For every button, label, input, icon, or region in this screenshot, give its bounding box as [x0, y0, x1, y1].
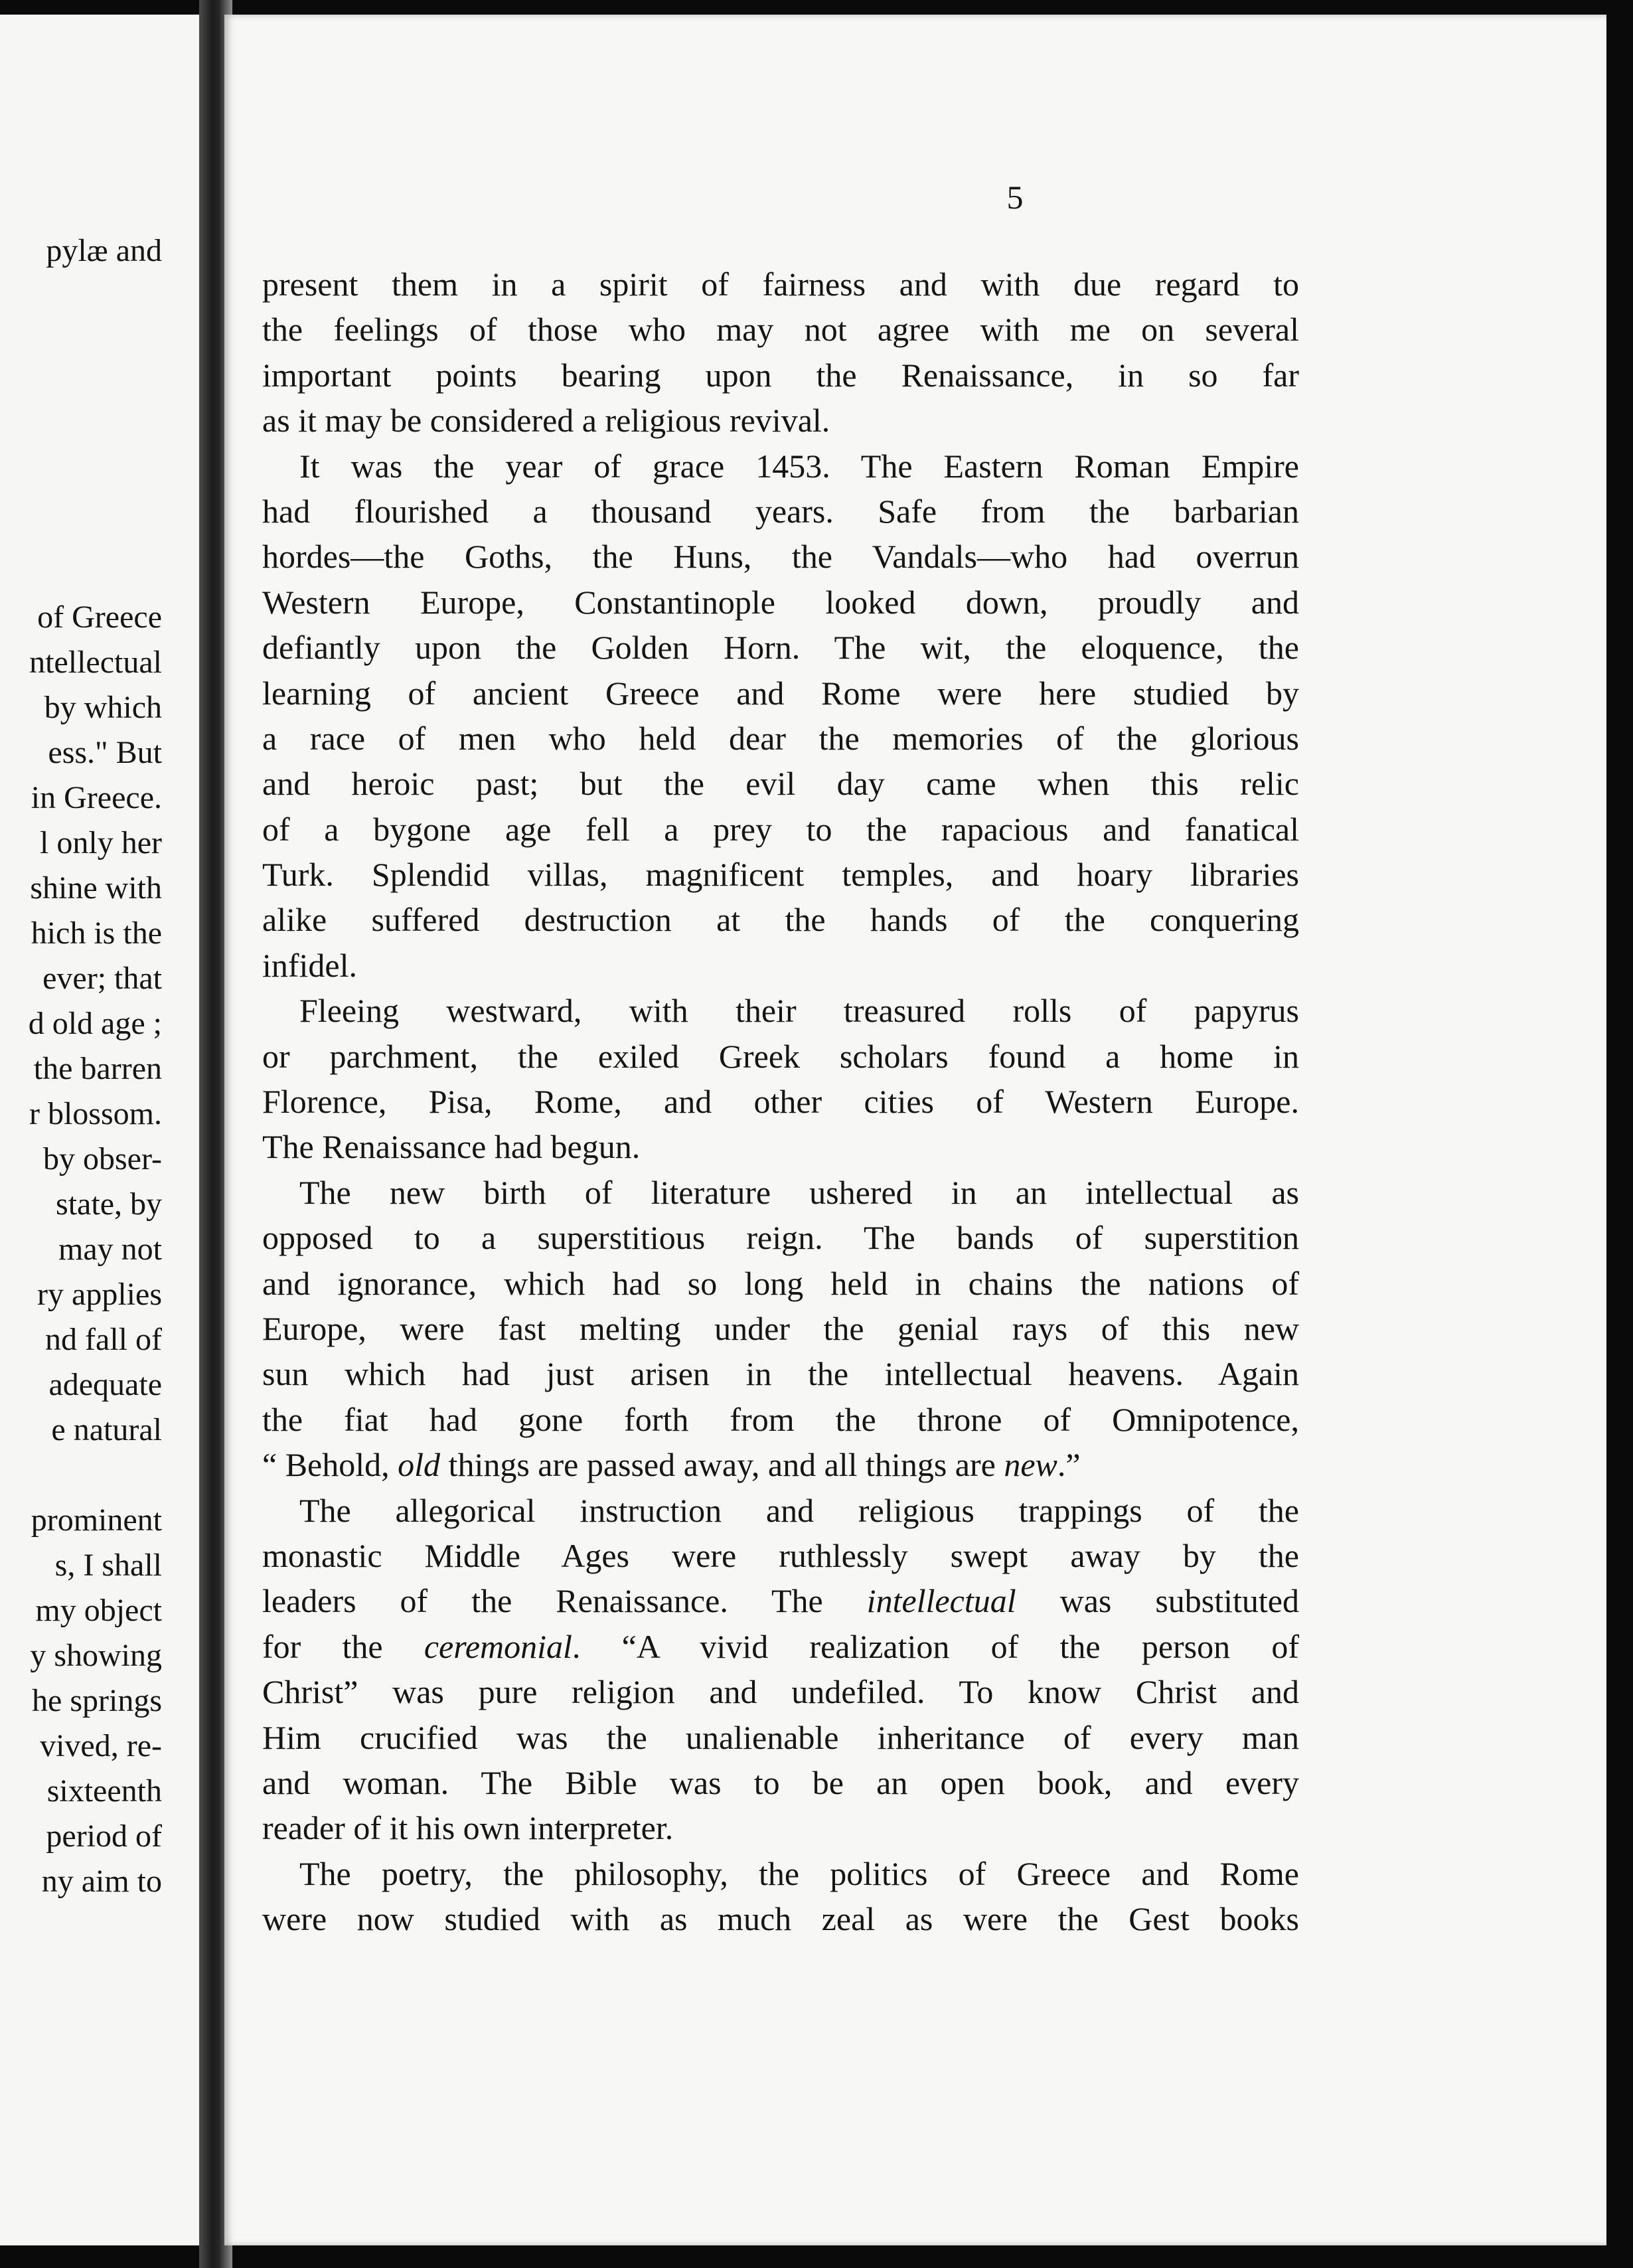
left-page-line-fragment: of Greece [37, 600, 162, 635]
text-segment: . “A vivid realization of the person of [572, 1627, 1299, 1665]
text-line: of a bygone age fell a prey to the rapacious and fanatical [262, 810, 1299, 848]
left-page-line-fragment: ntellectual [29, 645, 162, 680]
text-line: Turk. Splendid villas, magnificent temples, and hoary libraries [262, 856, 1299, 894]
left-page-line-fragment: y showing [30, 1638, 162, 1673]
left-page-line-fragment: the barren [33, 1051, 162, 1086]
text-line [262, 1442, 1299, 1487]
left-page-line-fragment: ess." But [48, 735, 162, 770]
italic-word: intellectual [866, 1582, 1016, 1620]
text-line: the feelings of those who may not agree with me on several [262, 311, 1299, 349]
left-page-line-fragment: he springs [32, 1683, 162, 1718]
text-line: Florence, Pisa, Rome, and other cities of Western Europe. [262, 1083, 1299, 1121]
text-line: were now studied with as much zeal as were the Gest books [262, 1900, 1299, 1938]
left-page-line-fragment: period of [46, 1819, 162, 1854]
text-line: reader of it his own interpreter. [262, 1809, 674, 1847]
italic-word: ceremonial [424, 1627, 572, 1665]
left-page-line-fragment: l only her [40, 825, 162, 860]
text-line: as it may be considered a religious revival. [262, 402, 830, 440]
text-segment: .” [1057, 1446, 1081, 1484]
text-line: The new birth of literature ushered in an intellectual as [299, 1173, 1299, 1211]
paragraph-4 [262, 1170, 1299, 1488]
text-line: monastic Middle Ages were ruthlessly swept away by the [262, 1536, 1299, 1574]
left-page-line-fragment: ever; that [42, 961, 162, 996]
left-page-line-fragment: my object [35, 1593, 162, 1628]
left-page-line-fragment: shine with [30, 870, 162, 906]
left-facing-page [0, 15, 207, 2245]
text-line: defiantly upon the Golden Horn. The wit, the eloquence, the [262, 629, 1299, 667]
left-page-line-fragment: prominent [31, 1502, 162, 1538]
text-line: a race of men who held dear the memories of the glorious [262, 719, 1299, 757]
text-line: and woman. The Bible was to be an open book, and every [262, 1763, 1299, 1801]
text-line: important points bearing upon the Renaissance, in so far [262, 356, 1299, 394]
text-line: and heroic past; but the evil day came when this relic [262, 765, 1299, 803]
italic-word: old [398, 1446, 441, 1484]
text-line: infidel. [262, 946, 358, 984]
left-page-line-fragment: d old age ; [28, 1006, 162, 1041]
text-line: hordes—the Goths, the Huns, the Vandals—who had overrun [262, 538, 1299, 576]
text-line: learning of ancient Greece and Rome were here studied by [262, 674, 1299, 712]
text-segment: for the [262, 1627, 424, 1665]
left-page-line-fragment: hich is the [31, 916, 162, 951]
main-page [224, 15, 1606, 2245]
left-page-line-fragment: r blossom. [29, 1096, 162, 1131]
text-line: Europe, were fast melting under the genial rays of this new [262, 1309, 1299, 1347]
text-line: alike suffered destruction at the hands of the conquering [262, 901, 1299, 939]
left-page-line-fragment: nd fall of [45, 1322, 162, 1357]
text-line: had flourished a thousand years. Safe from the barbarian [262, 492, 1299, 530]
paragraph-1 [262, 262, 1299, 444]
text-segment: “ Behold, [262, 1446, 398, 1484]
text-line: opposed to a superstitious reign. The bands of superstition [262, 1219, 1299, 1257]
text-line: present them in a spirit of fairness and with due regard to [262, 266, 1299, 303]
paragraph-5 [262, 1488, 1299, 1851]
left-page-line-fragment: s, I shall [54, 1548, 162, 1583]
paragraph-3 [262, 988, 1299, 1170]
text-segment: leaders of the Renaissance. The [262, 1582, 867, 1620]
text-line: Him crucified was the unalienable inheritance of every man [262, 1718, 1299, 1756]
left-page-line-fragment: pylæ and [46, 233, 162, 268]
paragraph-6 [262, 1851, 1299, 1942]
body-text [262, 262, 1299, 1941]
scan-border-right [1606, 0, 1633, 2268]
left-page-line-fragment: by obser- [43, 1141, 162, 1176]
left-page-line-fragment: in Greece. [31, 780, 162, 815]
text-line: The poetry, the philosophy, the politics of Greece and Rome [299, 1854, 1299, 1892]
text-segment: things are passed away, and all things are [440, 1446, 1004, 1484]
text-line: the fiat had gone forth from the throne of Omnipotence, [262, 1400, 1299, 1438]
italic-word: new [1004, 1446, 1057, 1484]
left-page-line-fragment: adequate [48, 1367, 162, 1402]
left-page-line-fragment: ny aim to [41, 1864, 162, 1899]
page-number [224, 178, 1606, 216]
left-page-line-fragment: by which [44, 690, 162, 725]
text-line: The Renaissance had begun. [262, 1128, 641, 1166]
text-line [262, 1624, 1299, 1669]
paragraph-2 [262, 444, 1299, 989]
text-line [262, 1578, 1299, 1623]
text-line: Fleeing westward, with their treasured rolls of papyrus [299, 992, 1299, 1030]
left-page-line-fragment: state, by [56, 1186, 162, 1222]
left-page-line-fragment: sixteenth [46, 1773, 162, 1809]
text-line: or parchment, the exiled Greek scholars found a home in [262, 1037, 1299, 1075]
text-line: It was the year of grace 1453. The Eastern Roman Empire [299, 447, 1299, 485]
text-segment: was substituted [1016, 1582, 1300, 1620]
page-number-text: 5 [1006, 179, 1024, 216]
left-page-line-fragment: may not [58, 1232, 162, 1267]
left-page-line-fragment: vived, re- [40, 1728, 162, 1763]
left-page-line-fragment: ry applies [37, 1277, 162, 1312]
text-line: Western Europe, Constantinople looked down, proudly and [262, 583, 1299, 621]
left-page-line-fragment: e natural [51, 1412, 162, 1447]
text-line: and ignorance, which had so long held in chains the nations of [262, 1264, 1299, 1302]
text-line: Christ” was pure religion and undefiled. To know Christ and [262, 1673, 1299, 1711]
text-line: sun which had just arisen in the intellectual heavens. Again [262, 1355, 1299, 1393]
text-line: The allegorical instruction and religious trappings of the [299, 1491, 1299, 1529]
